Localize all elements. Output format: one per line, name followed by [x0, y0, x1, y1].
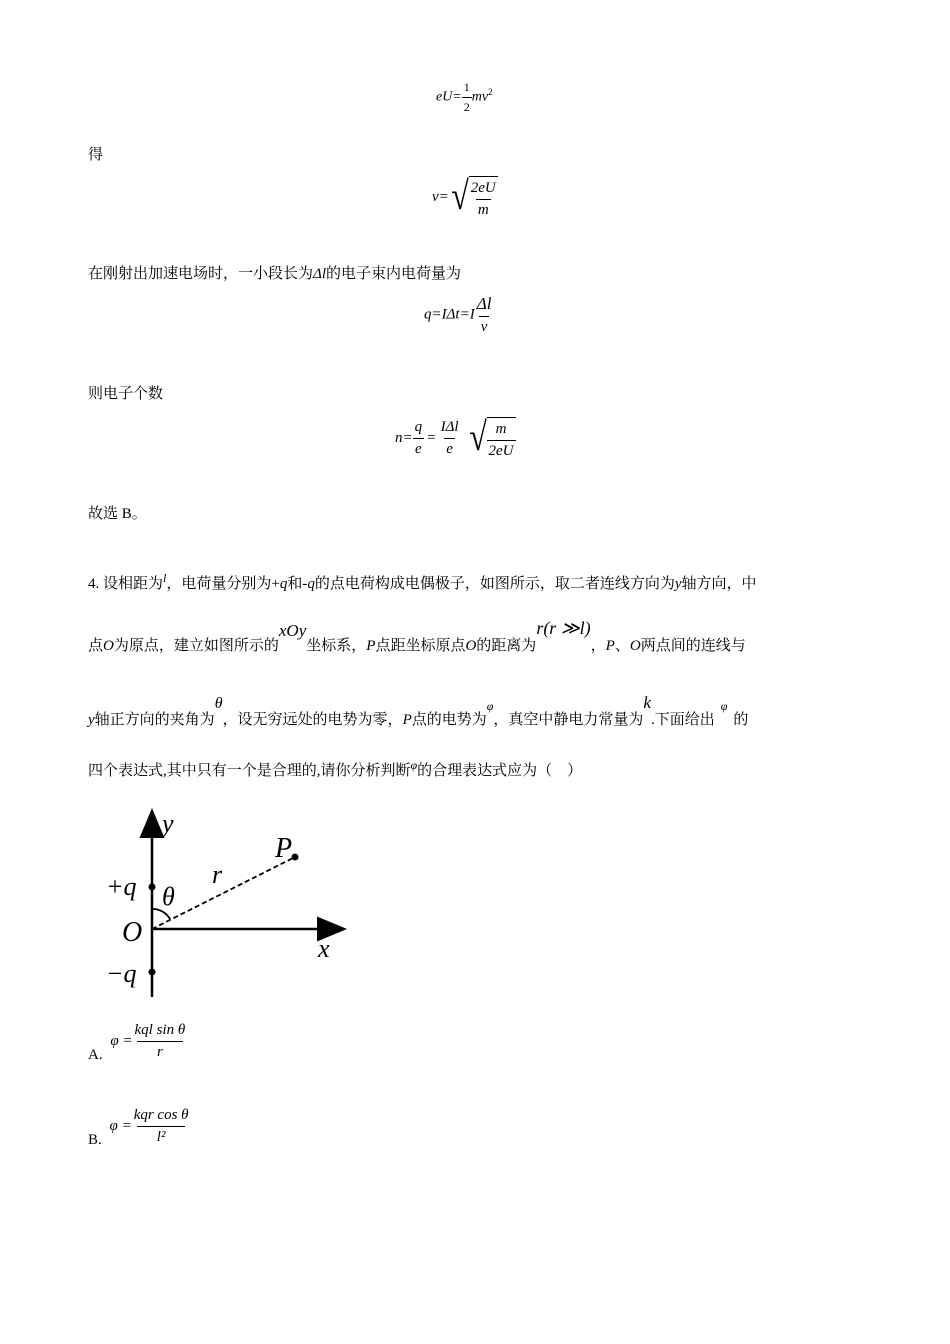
option-a-lhs: φ =	[110, 1033, 133, 1049]
dipole-figure	[100, 805, 360, 1000]
q4-l2-O: O	[103, 638, 114, 654]
eq4-sqrt	[467, 414, 516, 460]
eq1-sup: 2	[488, 87, 493, 98]
q4-l1-c: 和-	[287, 576, 308, 592]
eq4-d2: e	[444, 438, 455, 458]
eq1-num: 1	[463, 80, 470, 94]
q4-l2-r: r(r ≫l)	[536, 618, 591, 638]
charge-minus	[149, 969, 156, 976]
q4-l3-c: 点的电势为	[411, 712, 487, 728]
q4-line4	[88, 758, 582, 780]
text-de: 得	[88, 147, 104, 163]
option-b-den: l²	[137, 1126, 186, 1146]
eq3-lhs: q=IΔt=I	[424, 306, 475, 323]
q4-l3-d: ，真空中静电力常量为	[493, 712, 644, 728]
equation-charge	[424, 294, 493, 336]
q4-l2-P: P	[366, 638, 376, 654]
option-b-num: kqr cos θ	[133, 1107, 189, 1123]
eq2-lhs: v=	[432, 189, 449, 205]
q4-l2-P2: P	[605, 638, 615, 654]
eq3-fraction	[475, 294, 494, 336]
label-O: O	[122, 917, 143, 948]
q4-l2-c: 坐标系，	[306, 638, 367, 654]
q4-l1-e: 轴方向，中	[681, 576, 757, 592]
q4-l1-d: 的点电荷构成电偶极子，如图所示，取二者连线方向为	[314, 576, 675, 592]
q4-line1	[88, 571, 757, 593]
q4-l3-y: y	[88, 712, 95, 728]
eq1-rhs: mv	[471, 89, 489, 105]
eq3-den: v	[479, 316, 490, 336]
q4-l1-l: l	[163, 571, 167, 585]
label-theta: θ	[162, 882, 175, 911]
text-segment	[88, 262, 461, 283]
point-P	[292, 854, 299, 861]
eq4-lhs: n=	[395, 430, 413, 446]
eq3-num: Δl	[476, 294, 492, 313]
equation-count	[395, 414, 516, 460]
option-a-num: kql sin θ	[134, 1022, 186, 1038]
q4-l3-phi: φ	[486, 699, 494, 713]
charge-plus	[149, 884, 156, 891]
label-x: x	[318, 934, 330, 963]
q4-l1-q: q	[279, 576, 288, 592]
q4-l3-a: 轴正方向的夹角为	[94, 712, 215, 728]
eq4-eq: =	[427, 430, 436, 446]
equation-velocity	[432, 173, 498, 219]
option-b-label: B.	[88, 1132, 102, 1148]
eq2-fraction	[469, 180, 498, 219]
label-P: P	[275, 833, 293, 864]
text-segment-a: 在刚射出加速电场时，一小段长为	[88, 266, 314, 282]
eq4-frac2	[439, 419, 461, 458]
text-segment-var: Δl	[313, 266, 326, 282]
q4-l2-d: 点距坐标原点	[375, 638, 466, 654]
label-y: y	[162, 809, 174, 838]
eq4-sd: 2eU	[487, 440, 516, 460]
q4-line2	[88, 618, 746, 654]
q4-l3-phi2: φ	[720, 699, 728, 713]
q4-l3-k: k	[643, 693, 651, 712]
label-minus-q: −q	[106, 959, 137, 988]
text-count: 则电子个数	[88, 386, 164, 402]
q4-l1-y: y	[674, 576, 682, 592]
q4-l3-f: 的	[733, 712, 749, 728]
q4-l2-h: 两点间的连线与	[640, 638, 746, 654]
eq4-frac3	[487, 421, 516, 460]
eq1-den: 2	[462, 97, 472, 115]
eq4-frac1	[413, 419, 425, 458]
eq4-sn: m	[495, 421, 507, 437]
equation-energy	[436, 80, 493, 115]
q4-l2-O3: O	[629, 638, 641, 654]
option-b-lhs: φ =	[109, 1118, 132, 1134]
label-plus-q: +q	[106, 872, 137, 901]
q4-l3-e: .下面给出	[650, 712, 715, 728]
eq1-lhs: eU=	[436, 89, 462, 105]
option-a-label: A.	[88, 1047, 103, 1063]
eq1-fraction	[462, 80, 472, 115]
q4-l2-a: 点	[88, 638, 104, 654]
option-b-fraction	[132, 1107, 191, 1146]
text-choose: 故选 B。	[88, 506, 147, 522]
eq4-d1: e	[413, 438, 424, 458]
eq2-sqrt	[449, 173, 498, 219]
q4-l3-theta: θ	[214, 695, 223, 712]
q4-l4-b: 的合理表达式应为（ ）	[417, 763, 583, 779]
sqrt-icon: √	[468, 414, 487, 459]
q4-line3	[88, 692, 748, 728]
eq4-n2: IΔl	[440, 419, 459, 435]
q4-l1-q2: q	[307, 576, 315, 592]
q4-l3-P: P	[402, 712, 412, 728]
eq4-n1: q	[414, 419, 423, 435]
q4-l2-O2: O	[465, 638, 477, 654]
q4-l4-a: 四个表达式,其中只有一个是合理的,请你分析判断	[88, 763, 411, 779]
option-a-den: r	[137, 1041, 183, 1061]
eq2-num: 2eU	[470, 180, 496, 196]
q4-l2-f: ，	[590, 638, 606, 654]
q4-l4-phi: φ	[410, 758, 418, 772]
q4-l3-b: ，设无穷远处的电势为零，	[222, 712, 403, 728]
option-b[interactable]	[88, 1107, 191, 1146]
option-a-fraction	[133, 1022, 188, 1061]
q4-l2-xOy: xOy	[278, 621, 307, 640]
eq2-den: m	[476, 199, 491, 219]
q4-l2-b: 为原点，建立如图所示的	[113, 638, 279, 654]
q4-l2-e: 的距离为	[476, 638, 537, 654]
q4-l1-a: 4. 设相距为	[88, 576, 164, 592]
label-r: r	[212, 860, 223, 889]
text-segment-tail: 的电子束内电荷量为	[326, 266, 462, 282]
sqrt-icon: √	[450, 173, 469, 218]
q4-l2-g: 、	[614, 638, 630, 654]
q4-l1-b: ，电荷量分别为+	[166, 576, 280, 592]
option-a[interactable]	[88, 1022, 187, 1061]
